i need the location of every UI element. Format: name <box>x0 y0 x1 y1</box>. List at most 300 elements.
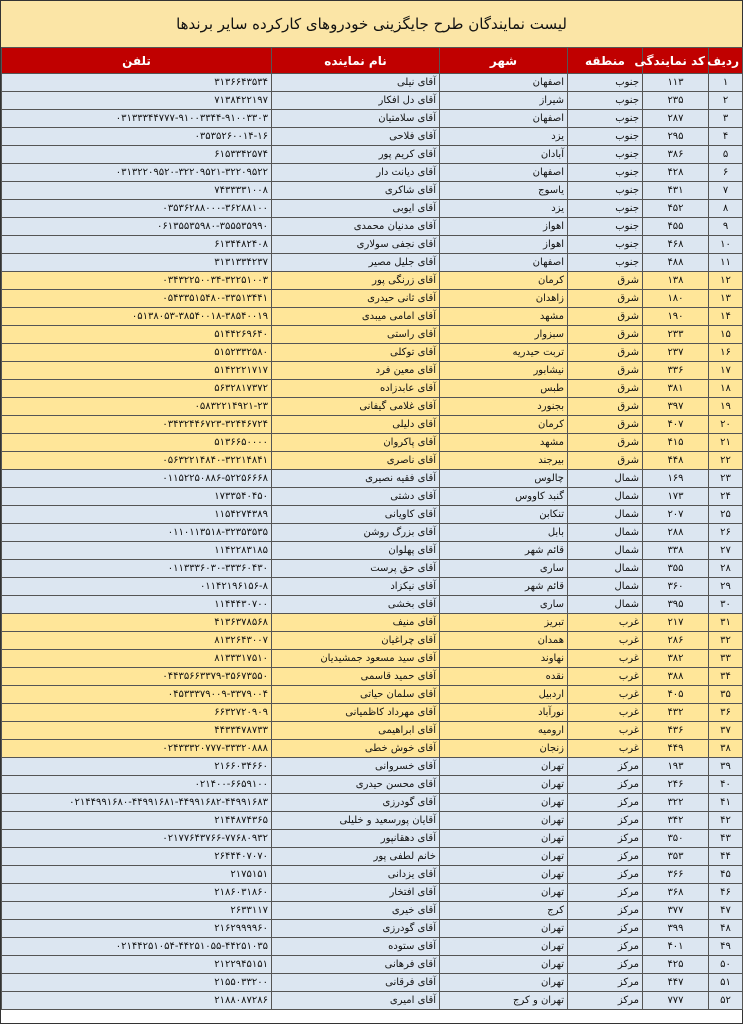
cell-region: شمال <box>568 524 643 542</box>
table-row <box>2 470 743 488</box>
cell-phone: ۲۱۸۸۰۸۷۲۸۶ <box>2 992 272 1010</box>
cell-code: ۴۵۲ <box>643 200 709 218</box>
cell-row: ۲۵ <box>709 506 743 524</box>
cell-phone: ۰۲۱۷۷۶۴۳۷۶۶-۷۷۶۸۰۹۳۲ <box>2 830 272 848</box>
cell-region: مرکز <box>568 758 643 776</box>
representatives-table <box>1 47 743 1010</box>
cell-region: مرکز <box>568 812 643 830</box>
cell-city: تهران <box>440 938 568 956</box>
cell-phone: ۰۴۵۳۳۳۷۹۰۰۹-۳۳۷۹۰۰۴ <box>2 686 272 704</box>
cell-code: ۲۱۷ <box>643 614 709 632</box>
cell-name: آقای شاکری <box>272 182 440 200</box>
cell-region: مرکز <box>568 974 643 992</box>
cell-phone: ۶۶۳۲۷۲۰۹۰۹ <box>2 704 272 722</box>
cell-code: ۲۴۶ <box>643 776 709 794</box>
table-row <box>2 848 743 866</box>
cell-city: زنجان <box>440 740 568 758</box>
cell-region: مرکز <box>568 938 643 956</box>
cell-code: ۴۰۵ <box>643 686 709 704</box>
cell-code: ۴۵۵ <box>643 218 709 236</box>
table-row <box>2 722 743 740</box>
cell-row: ۶ <box>709 164 743 182</box>
cell-city: تنکابن <box>440 506 568 524</box>
cell-region: شمال <box>568 596 643 614</box>
cell-name: آقای ناصری <box>272 452 440 470</box>
cell-row: ۳۷ <box>709 722 743 740</box>
cell-name: آقای چراغیان <box>272 632 440 650</box>
cell-row: ۵ <box>709 146 743 164</box>
cell-phone: ۰۱۱۴۲۱۹۶۱۵۶-۸ <box>2 578 272 596</box>
cell-code: ۳۸۱ <box>643 380 709 398</box>
cell-city: بجنورد <box>440 398 568 416</box>
cell-city: قائم شهر <box>440 578 568 596</box>
cell-code: ۳۳۸ <box>643 542 709 560</box>
cell-phone: ۲۱۵۵۰۳۳۲۰۰ <box>2 974 272 992</box>
cell-code: ۴۲۸ <box>643 164 709 182</box>
cell-code: ۴۰۷ <box>643 416 709 434</box>
cell-city: اهواز <box>440 236 568 254</box>
cell-region: غرب <box>568 614 643 632</box>
table-row <box>2 362 743 380</box>
table-row <box>2 200 743 218</box>
cell-row: ۳۲ <box>709 632 743 650</box>
table-row <box>2 938 743 956</box>
table-body <box>2 74 743 1010</box>
cell-name: آقای افتخار <box>272 884 440 902</box>
table-row <box>2 236 743 254</box>
cell-row: ۲۷ <box>709 542 743 560</box>
cell-region: غرب <box>568 650 643 668</box>
cell-region: جنوب <box>568 182 643 200</box>
cell-phone: ۲۶۳۳۱۱۷ <box>2 902 272 920</box>
cell-name: آقایان پورسعید و خلیلی <box>272 812 440 830</box>
cell-code: ۳۸۶ <box>643 146 709 164</box>
cell-row: ۱۵ <box>709 326 743 344</box>
cell-city: نقده <box>440 668 568 686</box>
cell-city: ارومیه <box>440 722 568 740</box>
cell-region: جنوب <box>568 254 643 272</box>
cell-row: ۲۴ <box>709 488 743 506</box>
cell-city: ساری <box>440 596 568 614</box>
cell-region: جنوب <box>568 146 643 164</box>
cell-code: ۳۹۹ <box>643 920 709 938</box>
cell-row: ۴۳ <box>709 830 743 848</box>
cell-city: تهران <box>440 866 568 884</box>
cell-row: ۳۴ <box>709 668 743 686</box>
cell-city: تبریز <box>440 614 568 632</box>
cell-phone: ۱۱۴۲۲۸۳۱۸۵ <box>2 542 272 560</box>
cell-phone: ۵۱۴۴۲۶۹۶۴۰ <box>2 326 272 344</box>
cell-phone: ۰۲۱۴۰۰-۶۶۵۹۱۰۰ <box>2 776 272 794</box>
cell-code: ۳۶۶ <box>643 866 709 884</box>
cell-city: اصفهان <box>440 74 568 92</box>
cell-code: ۴۸۸ <box>643 254 709 272</box>
cell-name: آقای خسروانی <box>272 758 440 776</box>
cell-name: آقای ثانی حیدری <box>272 290 440 308</box>
cell-city: یزد <box>440 128 568 146</box>
cell-city: اردبیل <box>440 686 568 704</box>
cell-region: جنوب <box>568 128 643 146</box>
cell-code: ۱۳۸ <box>643 272 709 290</box>
cell-name: آقای معین فرد <box>272 362 440 380</box>
cell-city: تهران <box>440 758 568 776</box>
table-row <box>2 506 743 524</box>
table-row <box>2 704 743 722</box>
cell-region: جنوب <box>568 92 643 110</box>
cell-city: تهران <box>440 920 568 938</box>
cell-name: آقای دیانت دار <box>272 164 440 182</box>
table-row <box>2 776 743 794</box>
cell-row: ۱۹ <box>709 398 743 416</box>
cell-city: ساری <box>440 560 568 578</box>
cell-city: آبادان <box>440 146 568 164</box>
table-row <box>2 866 743 884</box>
cell-code: ۲۰۷ <box>643 506 709 524</box>
table-row <box>2 218 743 236</box>
cell-region: غرب <box>568 740 643 758</box>
cell-city: تهران و کرج <box>440 992 568 1010</box>
cell-region: جنوب <box>568 236 643 254</box>
cell-row: ۴۲ <box>709 812 743 830</box>
cell-phone: ۰۵۸۳۲۲۱۴۹۲۱-۲۳ <box>2 398 272 416</box>
cell-region: شرق <box>568 434 643 452</box>
page-title: لیست نمایندگان طرح جایگزینی خودروهای کارکرده سایر برندها <box>1 1 742 48</box>
cell-row: ۳۶ <box>709 704 743 722</box>
cell-phone: ۶۱۳۴۴۸۲۴۰۸ <box>2 236 272 254</box>
cell-row: ۱۰ <box>709 236 743 254</box>
table-row <box>2 326 743 344</box>
cell-region: شمال <box>568 488 643 506</box>
cell-row: ۴۹ <box>709 938 743 956</box>
cell-row: ۱۶ <box>709 344 743 362</box>
cell-region: مرکز <box>568 992 643 1010</box>
table-row <box>2 416 743 434</box>
cell-code: ۳۸۲ <box>643 650 709 668</box>
cell-name: آقای خوش خطی <box>272 740 440 758</box>
cell-name: آقای نیکزاد <box>272 578 440 596</box>
cell-region: شمال <box>568 542 643 560</box>
cell-row: ۲۶ <box>709 524 743 542</box>
cell-city: کرج <box>440 902 568 920</box>
cell-phone: ۰۳۴۳۲۴۴۶۷۲۳-۳۲۴۴۶۷۲۴ <box>2 416 272 434</box>
cell-code: ۲۳۳ <box>643 326 709 344</box>
table-row <box>2 902 743 920</box>
cell-row: ۴۸ <box>709 920 743 938</box>
table-row <box>2 74 743 92</box>
cell-phone: ۰۲۴۳۳۳۲۰۷۷۷-۳۳۳۲۰۸۸۸ <box>2 740 272 758</box>
cell-phone: ۶۱۵۳۳۴۲۵۷۴ <box>2 146 272 164</box>
table-row <box>2 146 743 164</box>
table-row <box>2 920 743 938</box>
cell-city: گنبد کاووس <box>440 488 568 506</box>
cell-name: آقای فقیه نصیری <box>272 470 440 488</box>
cell-region: غرب <box>568 722 643 740</box>
cell-city: مشهد <box>440 434 568 452</box>
cell-name: آقای کریم پور <box>272 146 440 164</box>
cell-region: جنوب <box>568 110 643 128</box>
cell-code: ۴۳۱ <box>643 182 709 200</box>
cell-row: ۲۹ <box>709 578 743 596</box>
table-row <box>2 434 743 452</box>
cell-row: ۳۰ <box>709 596 743 614</box>
cell-code: ۴۳۲ <box>643 704 709 722</box>
cell-name: آقای غلامی گیفانی <box>272 398 440 416</box>
table-row <box>2 632 743 650</box>
cell-row: ۳۱ <box>709 614 743 632</box>
cell-code: ۳۹۷ <box>643 398 709 416</box>
cell-region: جنوب <box>568 200 643 218</box>
table-row <box>2 956 743 974</box>
cell-region: شرق <box>568 452 643 470</box>
cell-phone: ۰۴۴۳۵۶۶۳۳۷۹-۳۵۶۷۳۵۵۰ <box>2 668 272 686</box>
cell-row: ۵۰ <box>709 956 743 974</box>
cell-row: ۱۲ <box>709 272 743 290</box>
cell-region: شمال <box>568 506 643 524</box>
cell-phone: ۱۱۴۴۴۳۰۷۰۰ <box>2 596 272 614</box>
table-row <box>2 110 743 128</box>
table-row <box>2 812 743 830</box>
cell-code: ۳۵۳ <box>643 848 709 866</box>
cell-row: ۳۸ <box>709 740 743 758</box>
cell-code: ۳۷۷ <box>643 902 709 920</box>
cell-city: نهاوند <box>440 650 568 668</box>
cell-city: اصفهان <box>440 254 568 272</box>
cell-row: ۴۱ <box>709 794 743 812</box>
cell-region: مرکز <box>568 794 643 812</box>
cell-code: ۳۵۵ <box>643 560 709 578</box>
header-row: ردیف <box>709 48 743 74</box>
cell-phone: ۲۱۲۲۹۴۵۱۵۱ <box>2 956 272 974</box>
table-row <box>2 758 743 776</box>
table-row <box>2 308 743 326</box>
cell-region: غرب <box>568 668 643 686</box>
table-row <box>2 524 743 542</box>
cell-phone: ۰۵۱۳۸۰۵۳-۳۸۵۴۰۰۱۸-۳۸۵۴۰۰۱۹ <box>2 308 272 326</box>
cell-city: نورآباد <box>440 704 568 722</box>
cell-phone: ۲۱۷۵۱۵۱ <box>2 866 272 884</box>
cell-region: شرق <box>568 398 643 416</box>
cell-row: ۲۳ <box>709 470 743 488</box>
table-row <box>2 452 743 470</box>
cell-phone: ۲۱۶۶۰۳۴۶۶۰ <box>2 758 272 776</box>
cell-code: ۴۴۹ <box>643 740 709 758</box>
cell-name: آقای بزرگ روشن <box>272 524 440 542</box>
cell-row: ۲۰ <box>709 416 743 434</box>
table-row <box>2 794 743 812</box>
cell-city: تهران <box>440 776 568 794</box>
cell-city: شیراز <box>440 92 568 110</box>
cell-name: آقای دهقانپور <box>272 830 440 848</box>
table-row <box>2 164 743 182</box>
cell-code: ۴۴۷ <box>643 974 709 992</box>
cell-row: ۳۵ <box>709 686 743 704</box>
cell-code: ۴۴۸ <box>643 452 709 470</box>
cell-name: آقای پاکروان <box>272 434 440 452</box>
cell-phone: ۰۳۱۳۲۲۰۹۵۲۰-۳۲۲۰۹۵۲۱-۳۲۲۰۹۵۲۲ <box>2 164 272 182</box>
cell-code: ۴۲۵ <box>643 956 709 974</box>
cell-phone: ۲۱۴۴۸۷۴۳۶۵ <box>2 812 272 830</box>
cell-city: زاهدان <box>440 290 568 308</box>
cell-city: نیشابور <box>440 362 568 380</box>
cell-phone: ۷۱۳۸۴۲۲۱۹۷ <box>2 92 272 110</box>
cell-name: آقای سلامتیان <box>272 110 440 128</box>
cell-phone: ۸۱۳۳۳۱۷۵۱۰ <box>2 650 272 668</box>
cell-phone: ۰۶۱۳۵۵۳۵۹۸۰-۳۵۵۵۳۵۹۹۰ <box>2 218 272 236</box>
table-row <box>2 884 743 902</box>
header-code: کد نمایندگی <box>643 48 709 74</box>
cell-city: یزد <box>440 200 568 218</box>
cell-row: ۱۱ <box>709 254 743 272</box>
cell-row: ۳۳ <box>709 650 743 668</box>
cell-name: آقای دل افکار <box>272 92 440 110</box>
cell-region: مرکز <box>568 776 643 794</box>
cell-code: ۳۸۸ <box>643 668 709 686</box>
cell-city: بابل <box>440 524 568 542</box>
cell-region: مرکز <box>568 866 643 884</box>
cell-code: ۲۸۶ <box>643 632 709 650</box>
cell-city: تهران <box>440 848 568 866</box>
table-row <box>2 560 743 578</box>
cell-phone: ۲۱۸۶۰۳۱۸۶۰ <box>2 884 272 902</box>
cell-name: آقای سید مسعود جمشیدیان <box>272 650 440 668</box>
cell-city: کرمان <box>440 416 568 434</box>
cell-phone: ۵۱۳۶۶۵۰۰۰۰ <box>2 434 272 452</box>
cell-phone: ۰۱۱۳۳۳۶۰۳۰-۳۳۳۶۰۴۳۰ <box>2 560 272 578</box>
cell-city: چالوس <box>440 470 568 488</box>
cell-row: ۴۴ <box>709 848 743 866</box>
cell-row: ۴۶ <box>709 884 743 902</box>
table-row <box>2 272 743 290</box>
table-row <box>2 974 743 992</box>
cell-name: آقای گودرزی <box>272 920 440 938</box>
cell-city: تهران <box>440 812 568 830</box>
cell-code: ۳۳۶ <box>643 362 709 380</box>
cell-row: ۴ <box>709 128 743 146</box>
cell-city: تربت حیدریه <box>440 344 568 362</box>
cell-row: ۴۵ <box>709 866 743 884</box>
cell-row: ۳ <box>709 110 743 128</box>
cell-code: ۴۶۸ <box>643 236 709 254</box>
cell-code: ۲۳۵ <box>643 92 709 110</box>
table-row <box>2 290 743 308</box>
table-row <box>2 992 743 1010</box>
cell-city: طبس <box>440 380 568 398</box>
cell-code: ۱۷۳ <box>643 488 709 506</box>
cell-city: تهران <box>440 794 568 812</box>
cell-name: آقای حمید قاسمی <box>272 668 440 686</box>
cell-row: ۱۸ <box>709 380 743 398</box>
cell-code: ۳۹۵ <box>643 596 709 614</box>
cell-region: مرکز <box>568 902 643 920</box>
cell-name: آقای منیف <box>272 614 440 632</box>
cell-name: آقای ابراهیمی <box>272 722 440 740</box>
cell-phone: ۲۱۶۲۹۹۹۹۶۰ <box>2 920 272 938</box>
cell-name: آقای بخشی <box>272 596 440 614</box>
table-row <box>2 128 743 146</box>
cell-name: آقای یزدانی <box>272 866 440 884</box>
cell-name: آقای نیلی <box>272 74 440 92</box>
table-row <box>2 182 743 200</box>
cell-name: آقای فلاحی <box>272 128 440 146</box>
cell-phone: ۴۴۳۳۴۷۸۷۳۳ <box>2 722 272 740</box>
cell-region: شمال <box>568 470 643 488</box>
cell-row: ۷ <box>709 182 743 200</box>
cell-name: آقای امامی میبدی <box>272 308 440 326</box>
cell-phone: ۸۱۳۲۶۴۳۰۰۷ <box>2 632 272 650</box>
cell-code: ۱۸۰ <box>643 290 709 308</box>
cell-code: ۲۸۸ <box>643 524 709 542</box>
cell-region: غرب <box>568 632 643 650</box>
cell-row: ۹ <box>709 218 743 236</box>
header-name: نام نماینده <box>272 48 440 74</box>
cell-code: ۱۱۳ <box>643 74 709 92</box>
cell-name: آقای کاویانی <box>272 506 440 524</box>
cell-row: ۵۲ <box>709 992 743 1010</box>
cell-row: ۸ <box>709 200 743 218</box>
cell-city: تهران <box>440 974 568 992</box>
cell-phone: ۵۱۴۲۲۲۱۷۱۷ <box>2 362 272 380</box>
table-header <box>2 48 743 74</box>
cell-row: ۱۳ <box>709 290 743 308</box>
cell-region: مرکز <box>568 830 643 848</box>
cell-name: آقای گودرزی <box>272 794 440 812</box>
cell-city: سبزوار <box>440 326 568 344</box>
cell-name: آقای مدنیان محمدی <box>272 218 440 236</box>
cell-name: آقای مهرداد کاظمیانی <box>272 704 440 722</box>
cell-city: بیرجند <box>440 452 568 470</box>
table-row <box>2 92 743 110</box>
cell-phone: ۳۱۳۱۳۳۴۲۳۷ <box>2 254 272 272</box>
cell-phone: ۲۶۴۴۴۰۷۰۷۰ <box>2 848 272 866</box>
cell-phone: ۰۵۴۳۳۵۱۵۴۸۰-۳۳۵۱۳۴۴۱ <box>2 290 272 308</box>
cell-region: شمال <box>568 560 643 578</box>
cell-region: جنوب <box>568 164 643 182</box>
cell-name: آقای جلیل مصیر <box>272 254 440 272</box>
table-row <box>2 488 743 506</box>
cell-name: آقای راستی <box>272 326 440 344</box>
cell-name: آقای دشتی <box>272 488 440 506</box>
cell-name: آقای محسن حیدری <box>272 776 440 794</box>
header-region: منطقه <box>568 48 643 74</box>
cell-city: تهران <box>440 830 568 848</box>
cell-row: ۲ <box>709 92 743 110</box>
cell-code: ۳۶۸ <box>643 884 709 902</box>
cell-phone: ۰۳۵۳۶۲۸۸۰۰۰-۳۶۲۸۸۱۰۰ <box>2 200 272 218</box>
table-row <box>2 740 743 758</box>
cell-phone: ۰۲۱۴۴۹۹۱۶۸۰-۴۴۹۹۱۶۸۱-۴۴۹۹۱۶۸۲-۴۴۹۹۱۶۸۳ <box>2 794 272 812</box>
table-row <box>2 380 743 398</box>
cell-city: کرمان <box>440 272 568 290</box>
cell-name: آقای فرقانی <box>272 974 440 992</box>
cell-region: شمال <box>568 578 643 596</box>
cell-name: آقای نجفی سولاری <box>272 236 440 254</box>
cell-code: ۲۸۷ <box>643 110 709 128</box>
cell-code: ۱۶۹ <box>643 470 709 488</box>
cell-region: شرق <box>568 326 643 344</box>
cell-phone: ۰۳۵۳۵۲۶۰۰۱۴-۱۶ <box>2 128 272 146</box>
cell-code: ۱۹۰ <box>643 308 709 326</box>
cell-region: شرق <box>568 344 643 362</box>
cell-phone: ۱۱۵۴۲۷۴۳۸۹ <box>2 506 272 524</box>
cell-phone: ۰۳۴۳۲۲۵۰۰۳۴-۳۲۲۵۱۰۰۳ <box>2 272 272 290</box>
cell-row: ۱۷ <box>709 362 743 380</box>
cell-region: شرق <box>568 290 643 308</box>
table-row <box>2 650 743 668</box>
cell-city: تهران <box>440 956 568 974</box>
cell-row: ۱ <box>709 74 743 92</box>
cell-phone: ۰۲۱۴۴۲۵۱۰۵۴-۴۴۲۵۱۰۵۵-۴۴۲۵۱۰۳۵ <box>2 938 272 956</box>
cell-city: تهران <box>440 884 568 902</box>
